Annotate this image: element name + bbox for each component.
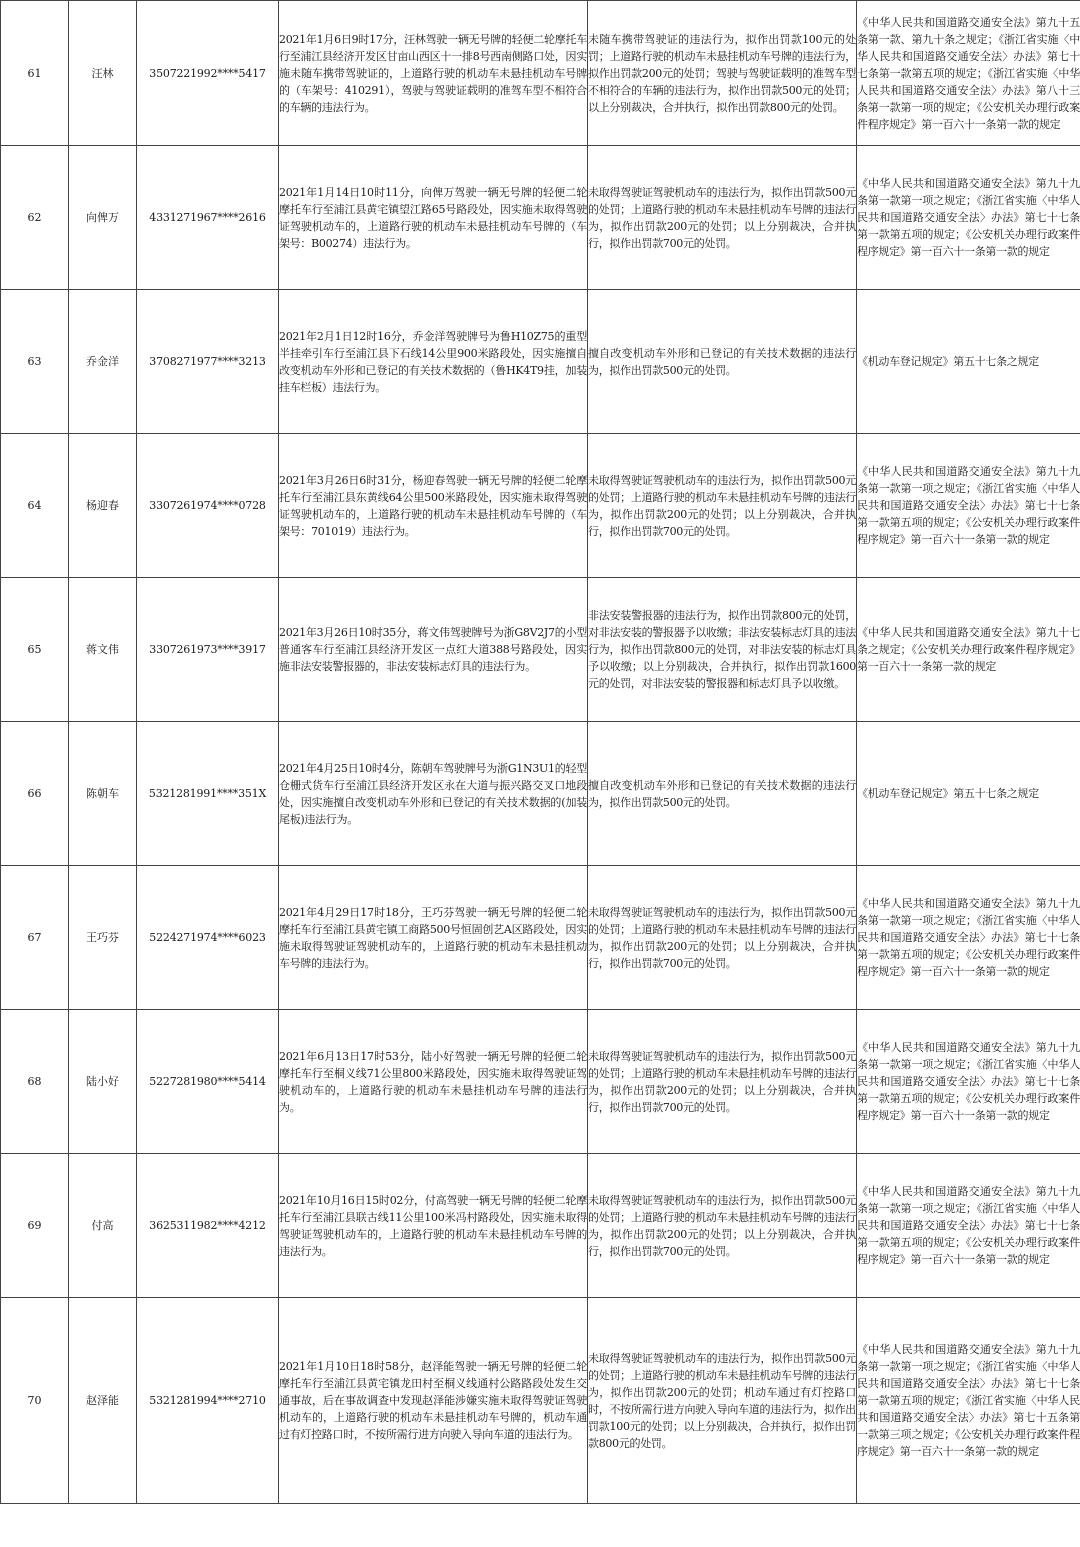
id-number: 4331271967****2616	[137, 146, 279, 290]
legal-basis: 《中华人民共和国道路交通安全法》第九十九条第一款第一项之规定；《浙江省实施〈中华人民共和国道路交通安全法〉办法》第七十七条第一款第五项的规定；《公安机关办理行政案件程序规定》第一百六十一条第一款的规定	[857, 434, 1080, 578]
id-number: 5321281994****2710	[137, 1298, 279, 1504]
id-number: 3708271977****3213	[137, 290, 279, 434]
violation-facts: 2021年1月6日9时17分，汪林驾驶一辆无号牌的轻便二轮摩托车行至浦江县经济开发区甘亩山西区十一排8号西南侧路口处，因实施未随车携带驾驶证的，上道路行驶的机动车未悬挂机动车号牌的（车架号：410291），驾驶与驾驶证载明的准驾车型不相符合的车辆的违法行为。	[279, 1, 588, 146]
table-row	[1, 722, 1080, 866]
legal-basis: 《中华人民共和国道路交通安全法》第九十九条第一款第一项之规定；《浙江省实施〈中华人民共和国道路交通安全法〉办法》第七十七条第一款第五项的规定；《公安机关办理行政案件程序规定》第一百六十一条第一款的规定	[857, 146, 1080, 290]
violation-facts: 2021年3月26日10时35分，蒋文伟驾驶牌号为浙G8V2J7的小型普通客车行至浦江县经济开发区一点红大道388号路段处，因实施非法安装警报器的，非法安装标志灯具的违法行为。	[279, 578, 588, 722]
row-number: 68	[1, 1010, 69, 1154]
violation-facts: 2021年2月1日12时16分，乔金洋驾驶牌号为鲁H10Z75的重型半挂牵引车行至浦江县下石线14公里900米路段处，因实施擅自改变机动车外形和已登记的有关技术数据的（鲁HK4T9挂，加装挂车栏板）违法行为。	[279, 290, 588, 434]
violation-facts: 2021年4月25日10时4分，陈朝车驾驶牌号为浙G1N3U1的轻型仓栅式货车行至浦江县经济开发区永在大道与振兴路交叉口地段处，因实施擅自改变机动车外形和已登记的有关技术数据的(加装尾板)违法行为。	[279, 722, 588, 866]
id-number: 5227281980****5414	[137, 1010, 279, 1154]
penalty-decision: 未随车携带驾驶证的违法行为，拟作出罚款100元的处罚；上道路行驶的机动车未悬挂机动车号牌的违法行为，拟作出罚款200元的处罚；驾驶与驾驶证载明的准驾车型不相符合的车辆的违法行为，拟作出罚款500元的处罚；以上分别裁决，合并执行，拟作出罚款800元的处罚。	[588, 1, 857, 146]
person-name: 陈朝车	[69, 722, 137, 866]
row-number: 70	[1, 1298, 69, 1504]
table-row	[1, 866, 1080, 1010]
row-number: 67	[1, 866, 69, 1010]
id-number: 5321281991****351X	[137, 722, 279, 866]
row-number: 65	[1, 578, 69, 722]
violation-facts: 2021年1月14日10时11分，向俾万驾驶一辆无号牌的轻便二轮摩托车行至浦江县黄宅镇望江路65号路段处，因实施未取得驾驶证驾驶机动车的，上道路行驶的机动车未悬挂机动车号牌的（车架号：B00274）违法行为。	[279, 146, 588, 290]
table-row	[1, 1010, 1080, 1154]
person-name: 向俾万	[69, 146, 137, 290]
legal-basis: 《中华人民共和国道路交通安全法》第九十五条第一款、第九十条之规定；《浙江省实施〈中华人民共和国道路交通安全法〉办法》第七十七条第一款第五项的规定；《浙江省实施〈中华人民共和国道路交通安全法〉办法》第八十三条第一款第一项的规定；《公安机关办理行政案件程序规定》第一百六十一条第一款的规定	[857, 1, 1080, 146]
table-row	[1, 1298, 1080, 1504]
violation-facts: 2021年3月26日6时31分，杨迎春驾驶一辆无号牌的轻便二轮摩托车行至浦江县东黄线64公里500米路段处，因实施未取得驾驶证驾驶机动车的，上道路行驶的机动车未悬挂机动车号牌的（车架号：701019）违法行为。	[279, 434, 588, 578]
legal-basis: 《中华人民共和国道路交通安全法》第九十九条第一款第一项之规定；《浙江省实施〈中华人民共和国道路交通安全法〉办法》第七十七条第一款第五项的规定；《浙江省实施〈中华人民共和国道路交通安全法〉办法》第七十五条第一款第三项之规定；《公安机关办理行政案件程序规定》第一百六十一条第一款的规定	[857, 1298, 1080, 1504]
legal-basis: 《中华人民共和国道路交通安全法》第九十七条之规定；《公安机关办理行政案件程序规定》第一百六十一条第一款的规定	[857, 578, 1080, 722]
penalty-decision: 非法安装警报器的违法行为，拟作出罚款800元的处罚，对非法安装的警报器予以收缴；非法安装标志灯具的违法行为，拟作出罚款800元的处罚，对非法安装的标志灯具予以收缴；以上分别裁决，合并执行，拟作出罚款1600元的处罚，对非法安装的警报器和标志灯具予以收缴。	[588, 578, 857, 722]
person-name: 乔金洋	[69, 290, 137, 434]
legal-basis: 《机动车登记规定》第五十七条之规定	[857, 722, 1080, 866]
id-number: 3625311982****4212	[137, 1154, 279, 1298]
penalty-decision: 未取得驾驶证驾驶机动车的违法行为，拟作出罚款500元的处罚；上道路行驶的机动车未悬挂机动车号牌的违法行为，拟作出罚款200元的处罚；以上分别裁决，合并执行，拟作出罚款700元的处罚。	[588, 146, 857, 290]
id-number: 3307261973****3917	[137, 578, 279, 722]
penalty-decision: 未取得驾驶证驾驶机动车的违法行为，拟作出罚款500元的处罚；上道路行驶的机动车未悬挂机动车号牌的违法行为，拟作出罚款200元的处罚；机动车通过有灯控路口时，不按所需行进方向驶入导向车道的违法行为，拟作出罚款100元的处罚；以上分别裁决，合并执行，拟作出罚款800元的处罚。	[588, 1298, 857, 1504]
person-name: 汪林	[69, 1, 137, 146]
penalty-decision: 未取得驾驶证驾驶机动车的违法行为，拟作出罚款500元的处罚；上道路行驶的机动车未悬挂机动车号牌的违法行为，拟作出罚款200元的处罚；以上分别裁决，合并执行，拟作出罚款700元的处罚。	[588, 866, 857, 1010]
person-name: 王巧芬	[69, 866, 137, 1010]
table-row	[1, 146, 1080, 290]
row-number: 69	[1, 1154, 69, 1298]
row-number: 61	[1, 1, 69, 146]
legal-basis: 《中华人民共和国道路交通安全法》第九十九条第一款第一项之规定；《浙江省实施〈中华人民共和国道路交通安全法〉办法》第七十七条第一款第五项的规定；《公安机关办理行政案件程序规定》第一百六十一条第一款的规定	[857, 1010, 1080, 1154]
penalty-decision: 未取得驾驶证驾驶机动车的违法行为，拟作出罚款500元的处罚；上道路行驶的机动车未悬挂机动车号牌的违法行为，拟作出罚款200元的处罚；以上分别裁决，合并执行，拟作出罚款700元的处罚。	[588, 1154, 857, 1298]
person-name: 赵泽能	[69, 1298, 137, 1504]
id-number: 5224271974****6023	[137, 866, 279, 1010]
table-row	[1, 434, 1080, 578]
person-name: 付高	[69, 1154, 137, 1298]
violation-facts: 2021年1月10日18时58分，赵泽能驾驶一辆无号牌的轻便二轮摩托车行至浦江县黄宅镇龙田村至桐义线通村公路路段处发生交通事故，后在事故调查中发现赵泽能涉嫌实施未取得驾驶证驾驶机动车的，上道路行驶的机动车未悬挂机动车号牌的，机动车通过有灯控路口时，不按所需行进方向驶入导向车道的违法行为。	[279, 1298, 588, 1504]
id-number: 3507221992****5417	[137, 1, 279, 146]
legal-basis: 《中华人民共和国道路交通安全法》第九十九条第一款第一项之规定；《浙江省实施〈中华人民共和国道路交通安全法〉办法》第七十七条第一款第五项的规定；《公安机关办理行政案件程序规定》第一百六十一条第一款的规定	[857, 866, 1080, 1010]
table-row	[1, 578, 1080, 722]
row-number: 66	[1, 722, 69, 866]
legal-basis: 《中华人民共和国道路交通安全法》第九十九条第一款第一项之规定；《浙江省实施〈中华人民共和国道路交通安全法〉办法》第七十七条第一款第五项的规定；《公安机关办理行政案件程序规定》第一百六十一条第一款的规定	[857, 1154, 1080, 1298]
row-number: 62	[1, 146, 69, 290]
violation-facts: 2021年10月16日15时02分，付高驾驶一辆无号牌的轻便二轮摩托车行至浦江县联古线11公里100米冯村路段处，因实施未取得驾驶证驾驶机动车的，上道路行驶的机动车未悬挂机动车号牌的违法行为。	[279, 1154, 588, 1298]
table-row	[1, 290, 1080, 434]
table-body	[1, 1, 1080, 1504]
penalty-decision: 未取得驾驶证驾驶机动车的违法行为，拟作出罚款500元的处罚；上道路行驶的机动车未悬挂机动车号牌的违法行为，拟作出罚款200元的处罚；以上分别裁决，合并执行，拟作出罚款700元的处罚。	[588, 434, 857, 578]
table-row	[1, 1, 1080, 146]
person-name: 蒋文伟	[69, 578, 137, 722]
person-name: 杨迎春	[69, 434, 137, 578]
table-row	[1, 1154, 1080, 1298]
violation-facts: 2021年6月13日17时53分，陆小好驾驶一辆无号牌的轻便二轮摩托车行至桐义线71公里800米路段处，因实施未取得驾驶证驾驶机动车的，上道路行驶的机动车未悬挂机动车号牌的违法行为。	[279, 1010, 588, 1154]
penalty-decision: 未取得驾驶证驾驶机动车的违法行为，拟作出罚款500元的处罚；上道路行驶的机动车未悬挂机动车号牌的违法行为，拟作出罚款200元的处罚；以上分别裁决，合并执行，拟作出罚款700元的处罚。	[588, 1010, 857, 1154]
legal-basis: 《机动车登记规定》第五十七条之规定	[857, 290, 1080, 434]
person-name: 陆小好	[69, 1010, 137, 1154]
row-number: 63	[1, 290, 69, 434]
penalty-decision: 擅自改变机动车外形和已登记的有关技术数据的违法行为，拟作出罚款500元的处罚。	[588, 290, 857, 434]
id-number: 3307261974****0728	[137, 434, 279, 578]
penalty-decision: 擅自改变机动车外形和已登记的有关技术数据的违法行为，拟作出罚款500元的处罚。	[588, 722, 857, 866]
row-number: 64	[1, 434, 69, 578]
violation-facts: 2021年4月29日17时18分，王巧芬驾驶一辆无号牌的轻便二轮摩托车行至浦江县黄宅镇工商路500号恒固创艺A区路段处，因实施未取得驾驶证驾驶机动车的，上道路行驶的机动车未悬挂机动车号牌的违法行为。	[279, 866, 588, 1010]
